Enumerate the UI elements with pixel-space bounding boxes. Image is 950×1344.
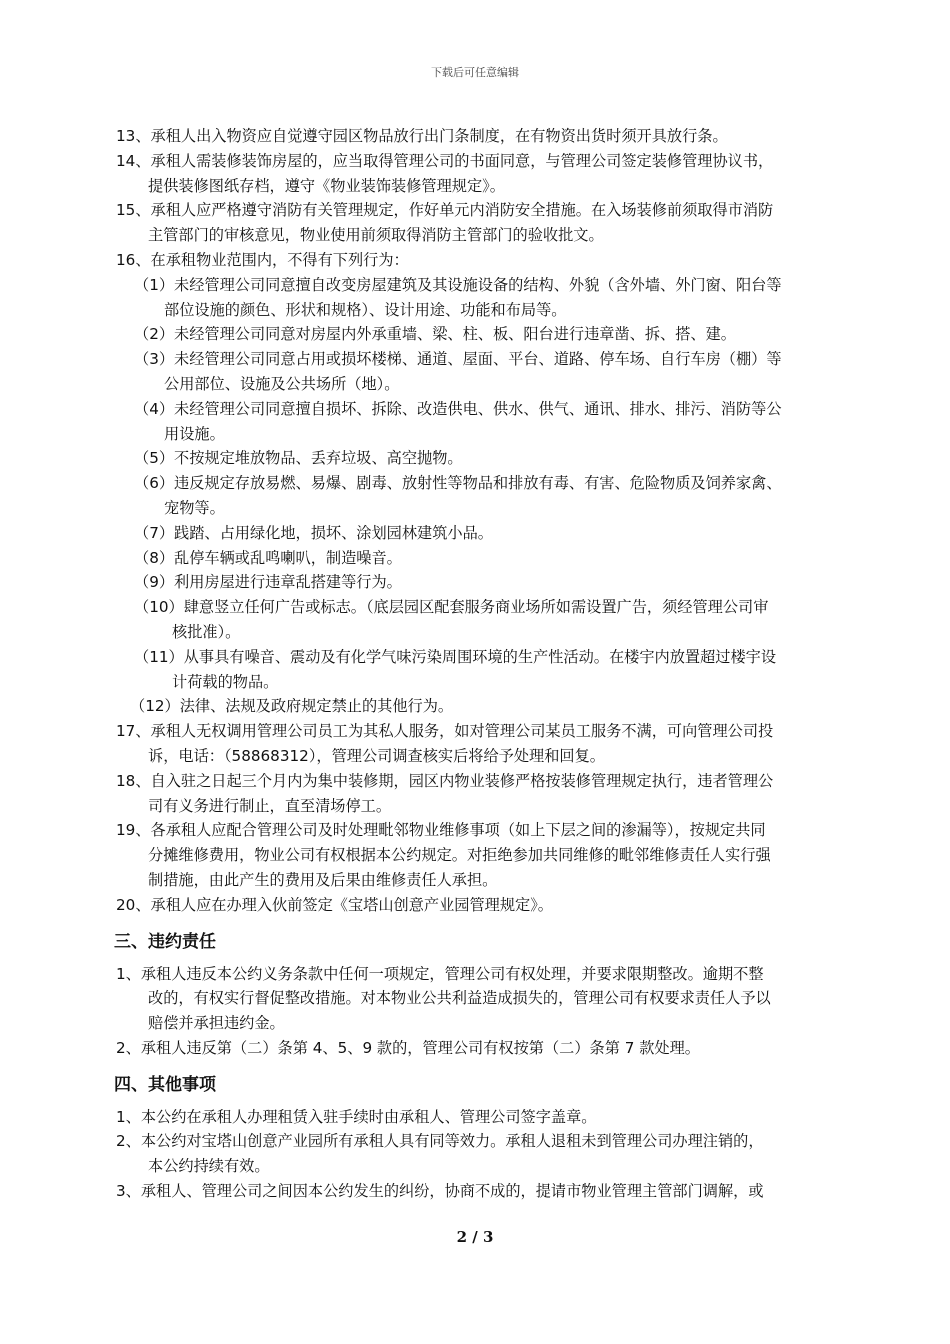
clause-continuation: 赔偿并承担违约金。 xyxy=(148,1014,285,1033)
page-number: 2 / 3 xyxy=(456,1228,494,1246)
clause-text: 13、承租人出入物资应自觉遵守园区物品放行出门条制度，在有物资出货时须开具放行条。 xyxy=(116,127,728,145)
clause-item xyxy=(116,962,840,1036)
clause-item xyxy=(134,471,844,521)
clause-text: 1、本公约在承租人办理租赁入驻手续时由承租人、管理公司签字盖章。 xyxy=(116,1107,597,1126)
clause-item xyxy=(134,347,844,397)
clause-item xyxy=(116,1105,840,1130)
page-header: 下载后可任意编辑 xyxy=(431,66,519,79)
clause-text: 18、自入驻之日起三个月内为集中装修期，园区内物业装修严格按装修管理规定执行，违者管理公 xyxy=(116,771,774,790)
clause-item xyxy=(116,124,840,149)
clause-continuation: 主管部门的审核意见，物业使用前须取得消防主管部门的验收批文。 xyxy=(148,226,604,245)
clause-item xyxy=(134,570,844,595)
clause-item xyxy=(116,248,840,273)
clause-item xyxy=(134,397,844,447)
clause-continuation: 分摊维修费用，物业公司有权根据本公约规定。对拒绝参加共同维修的毗邻维修责任人实行强 xyxy=(148,846,771,865)
clause-item xyxy=(116,719,840,769)
clause-item xyxy=(134,322,844,347)
clause-text: 15、承租人应严格遵守消防有关管理规定，作好单元内消防安全措施。在入场装修前须取得市消防 xyxy=(116,201,774,220)
document-body xyxy=(0,124,950,1204)
clause-text: （10）肆意竖立任何广告或标志。（底层园区配套服务商业场所如需设置广告，须经管理公司审 xyxy=(134,598,769,617)
clause-item xyxy=(134,595,858,645)
clause-text: （6）违反规定存放易燃、易爆、剧毒、放射性等物品和排放有毒、有害、危险物质及饲养家禽、 xyxy=(134,474,782,493)
clause-item xyxy=(116,198,840,248)
clause-item xyxy=(116,769,840,819)
clause-continuation: 司有义务进行制止，直至清场停工。 xyxy=(148,796,391,815)
clause-item xyxy=(116,1179,840,1204)
clause-list-a xyxy=(0,124,950,273)
clause-continuation: 本公约持续有效。 xyxy=(148,1157,270,1176)
clause-text: （11）从事具有噪音、震动及有化学气味污染周围环境的生产性活动。在楼宇内放置超过楼宇设 xyxy=(134,647,777,666)
clause-text: 2、本公约对宝塔山创意产业园所有承租人具有同等效力。承租人退租未到管理公司办理注销的， xyxy=(116,1132,764,1151)
clause-text: 14、承租人需装修装饰房屋的，应当取得管理公司的书面同意，与管理公司签定装修管理协议书， xyxy=(116,151,774,170)
clause-item xyxy=(134,645,858,695)
clause-list-b xyxy=(0,719,950,917)
clause-text: （8）乱停车辆或乱鸣喇叭，制造噪音。 xyxy=(134,548,402,567)
clause-item xyxy=(134,273,844,323)
clause-continuation: 宠物等。 xyxy=(164,498,225,517)
clause-text: （9）利用房屋进行违章乱搭建等行为。 xyxy=(134,573,402,592)
other-clauses xyxy=(0,1105,950,1204)
clause-continuation: 改的，有权实行督促整改措施。对本物业公共利益造成损失的，管理公司有权要求责任人予以 xyxy=(148,989,771,1008)
clause-text: （1）未经管理公司同意擅自改变房屋建筑及其设施设备的结构、外貌（含外墙、外门窗、阳台等 xyxy=(134,275,782,294)
clause-continuation: 制措施，由此产生的费用及后果由维修责任人承担。 xyxy=(148,870,498,889)
clause-continuation: 计荷载的物品。 xyxy=(172,672,279,691)
clause-item xyxy=(116,149,840,199)
clause-text: 20、承租人应在办理入伙前签定《宝塔山创意产业园管理规定》。 xyxy=(116,895,553,914)
section-heading-liability: 三、违约责任 xyxy=(114,931,216,952)
clause-item xyxy=(116,1036,840,1061)
clause-text: （3）未经管理公司同意占用或损坏楼梯、通道、屋面、平台、道路、停车场、自行车房（棚）等 xyxy=(134,350,782,369)
clause-text: 19、各承租人应配合管理公司及时处理毗邻物业维修事项（如上下层之间的渗漏等），按规定共同 xyxy=(116,821,766,840)
clause-continuation: 公用部位、设施及公共场所（地）。 xyxy=(164,374,400,393)
clause-continuation: 核批准）。 xyxy=(172,622,241,641)
clause-text: 16、在承租物业范围内，不得有下列行为： xyxy=(116,250,409,269)
clause-item xyxy=(134,446,844,471)
clause-item xyxy=(134,521,844,546)
prohibited-acts-list-2 xyxy=(0,595,950,694)
clause-item xyxy=(134,546,844,571)
clause-continuation: 部位设施的颜色、形状和规格）、设计用途、功能和布局等。 xyxy=(164,300,567,319)
liability-clauses xyxy=(0,962,950,1061)
clause-continuation: 诉，电话：（58868312），管理公司调查核实后将给予处理和回复。 xyxy=(148,746,605,765)
clause-item xyxy=(116,1129,840,1179)
clause-text: （7）践踏、占用绿化地，损坏、涂划园林建筑小品。 xyxy=(134,523,493,542)
clause-text: 1、承租人违反本公约义务条款中任何一项规定，管理公司有权处理，并要求限期整改。逾期不整 xyxy=(116,964,764,983)
clause-item xyxy=(116,818,840,892)
clause-text: 2、承租人违反第（二）条第 4、5、9 款的，管理公司有权按第（二）条第 7 款处理。 xyxy=(116,1038,700,1057)
prohibited-acts-list xyxy=(0,273,950,595)
clause-continuation: 用设施。 xyxy=(164,424,225,443)
clause-text: （2）未经管理公司同意对房屋内外承重墙、梁、柱、板、阳台进行违章凿、拆、搭、建。 xyxy=(134,325,736,344)
clause-text: 17、承租人无权调用管理公司员工为其私人服务，如对管理公司某员工服务不满，可向管理公司投 xyxy=(116,722,774,741)
clause-text: （4）未经管理公司同意擅自损坏、拆除、改造供电、供水、供气、通讯、排水、排污、消防等公 xyxy=(134,399,782,418)
clause-item xyxy=(116,893,840,918)
clause-continuation: 提供装修图纸存档，遵守《物业装饰装修管理规定》。 xyxy=(148,176,505,195)
clause-text: 3、承租人、管理公司之间因本公约发生的纠纷，协商不成的，提请市物业管理主管部门调解，或 xyxy=(116,1182,764,1201)
prohibited-act-12: （12）法律、法规及政府规定禁止的其他行为。 xyxy=(130,697,454,716)
clause-text: （5）不按规定堆放物品、丢弃垃圾、高空抛物。 xyxy=(134,449,463,468)
section-heading-other: 四、其他事项 xyxy=(114,1074,216,1095)
